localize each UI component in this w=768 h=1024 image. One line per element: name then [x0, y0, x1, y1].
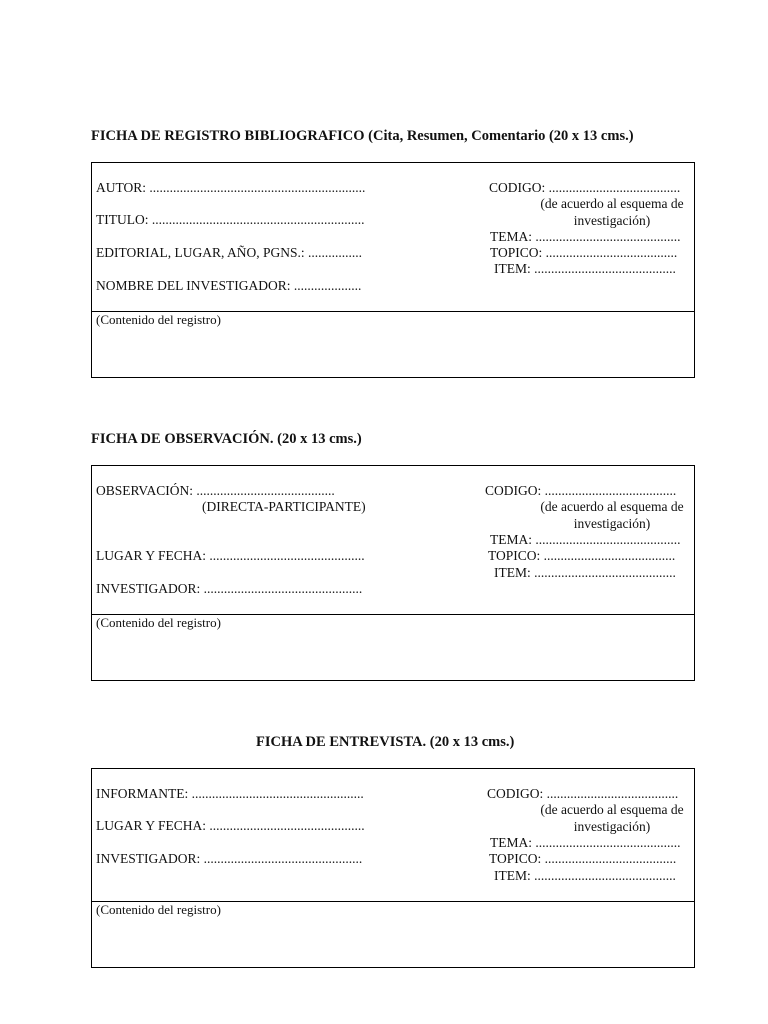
field-codigo: CODIGO: .......................................: [485, 483, 677, 498]
card-entrevista: [91, 768, 695, 968]
field-observacion: OBSERVACIÓN: .........................................: [96, 483, 335, 498]
field-informante: INFORMANTE: ...................................................: [96, 786, 364, 801]
card-heading-observacion: FICHA DE OBSERVACIÓN. (20 x 13 cms.): [91, 431, 362, 447]
field-autor: AUTOR: ................................................................: [96, 180, 366, 195]
field-tema: TEMA: ...........................................: [490, 229, 681, 244]
field-item: ITEM: ..........................................: [494, 868, 676, 883]
card-header-section: [92, 163, 694, 312]
field-nombre-investigador: NOMBRE DEL INVESTIGADOR: ....................: [96, 278, 362, 293]
field-titulo: TITULO: ...............................................................: [96, 212, 365, 227]
scheme-note-line2: investigación): [573, 516, 651, 531]
card-header-section: [92, 466, 694, 615]
field-observacion-type: (DIRECTA-PARTICIPANTE): [202, 499, 366, 514]
field-topico: TOPICO: .......................................: [490, 245, 678, 260]
scheme-note-line2: investigación): [573, 819, 651, 834]
field-item: ITEM: ..........................................: [494, 565, 676, 580]
field-tema: TEMA: ...........................................: [490, 835, 681, 850]
field-topico: TOPICO: .......................................: [488, 548, 676, 563]
card-bibliografico: [91, 162, 695, 378]
card-observacion: [91, 465, 695, 681]
scheme-note-line1: (de acuerdo al esquema de: [540, 196, 684, 211]
field-lugar-fecha: LUGAR Y FECHA: ..............................................: [96, 548, 365, 563]
field-investigador: INVESTIGADOR: ...............................................: [96, 581, 363, 596]
field-topico: TOPICO: .......................................: [489, 851, 677, 866]
card-heading-entrevista: FICHA DE ENTREVISTA. (20 x 13 cms.): [256, 734, 515, 750]
field-tema: TEMA: ...........................................: [490, 532, 681, 547]
card-header-section: [92, 769, 694, 902]
content-label: (Contenido del registro): [96, 615, 221, 630]
field-codigo: CODIGO: .......................................: [487, 786, 679, 801]
field-editorial: EDITORIAL, LUGAR, AÑO, PGNS.: ................: [96, 245, 363, 260]
field-lugar-fecha: LUGAR Y FECHA: ..............................................: [96, 818, 365, 833]
field-item: ITEM: ..........................................: [494, 261, 676, 276]
scheme-note-line1: (de acuerdo al esquema de: [540, 499, 684, 514]
scheme-note-line1: (de acuerdo al esquema de: [540, 802, 684, 817]
card-heading-bibliografico: FICHA DE REGISTRO BIBLIOGRAFICO (Cita, Resumen, Comentario (20 x 13 cms.): [91, 128, 634, 144]
field-codigo: CODIGO: .......................................: [489, 180, 681, 195]
field-investigador: INVESTIGADOR: ...............................................: [96, 851, 363, 866]
content-label: (Contenido del registro): [96, 312, 221, 327]
scheme-note-line2: investigación): [573, 213, 651, 228]
content-label: (Contenido del registro): [96, 902, 221, 917]
